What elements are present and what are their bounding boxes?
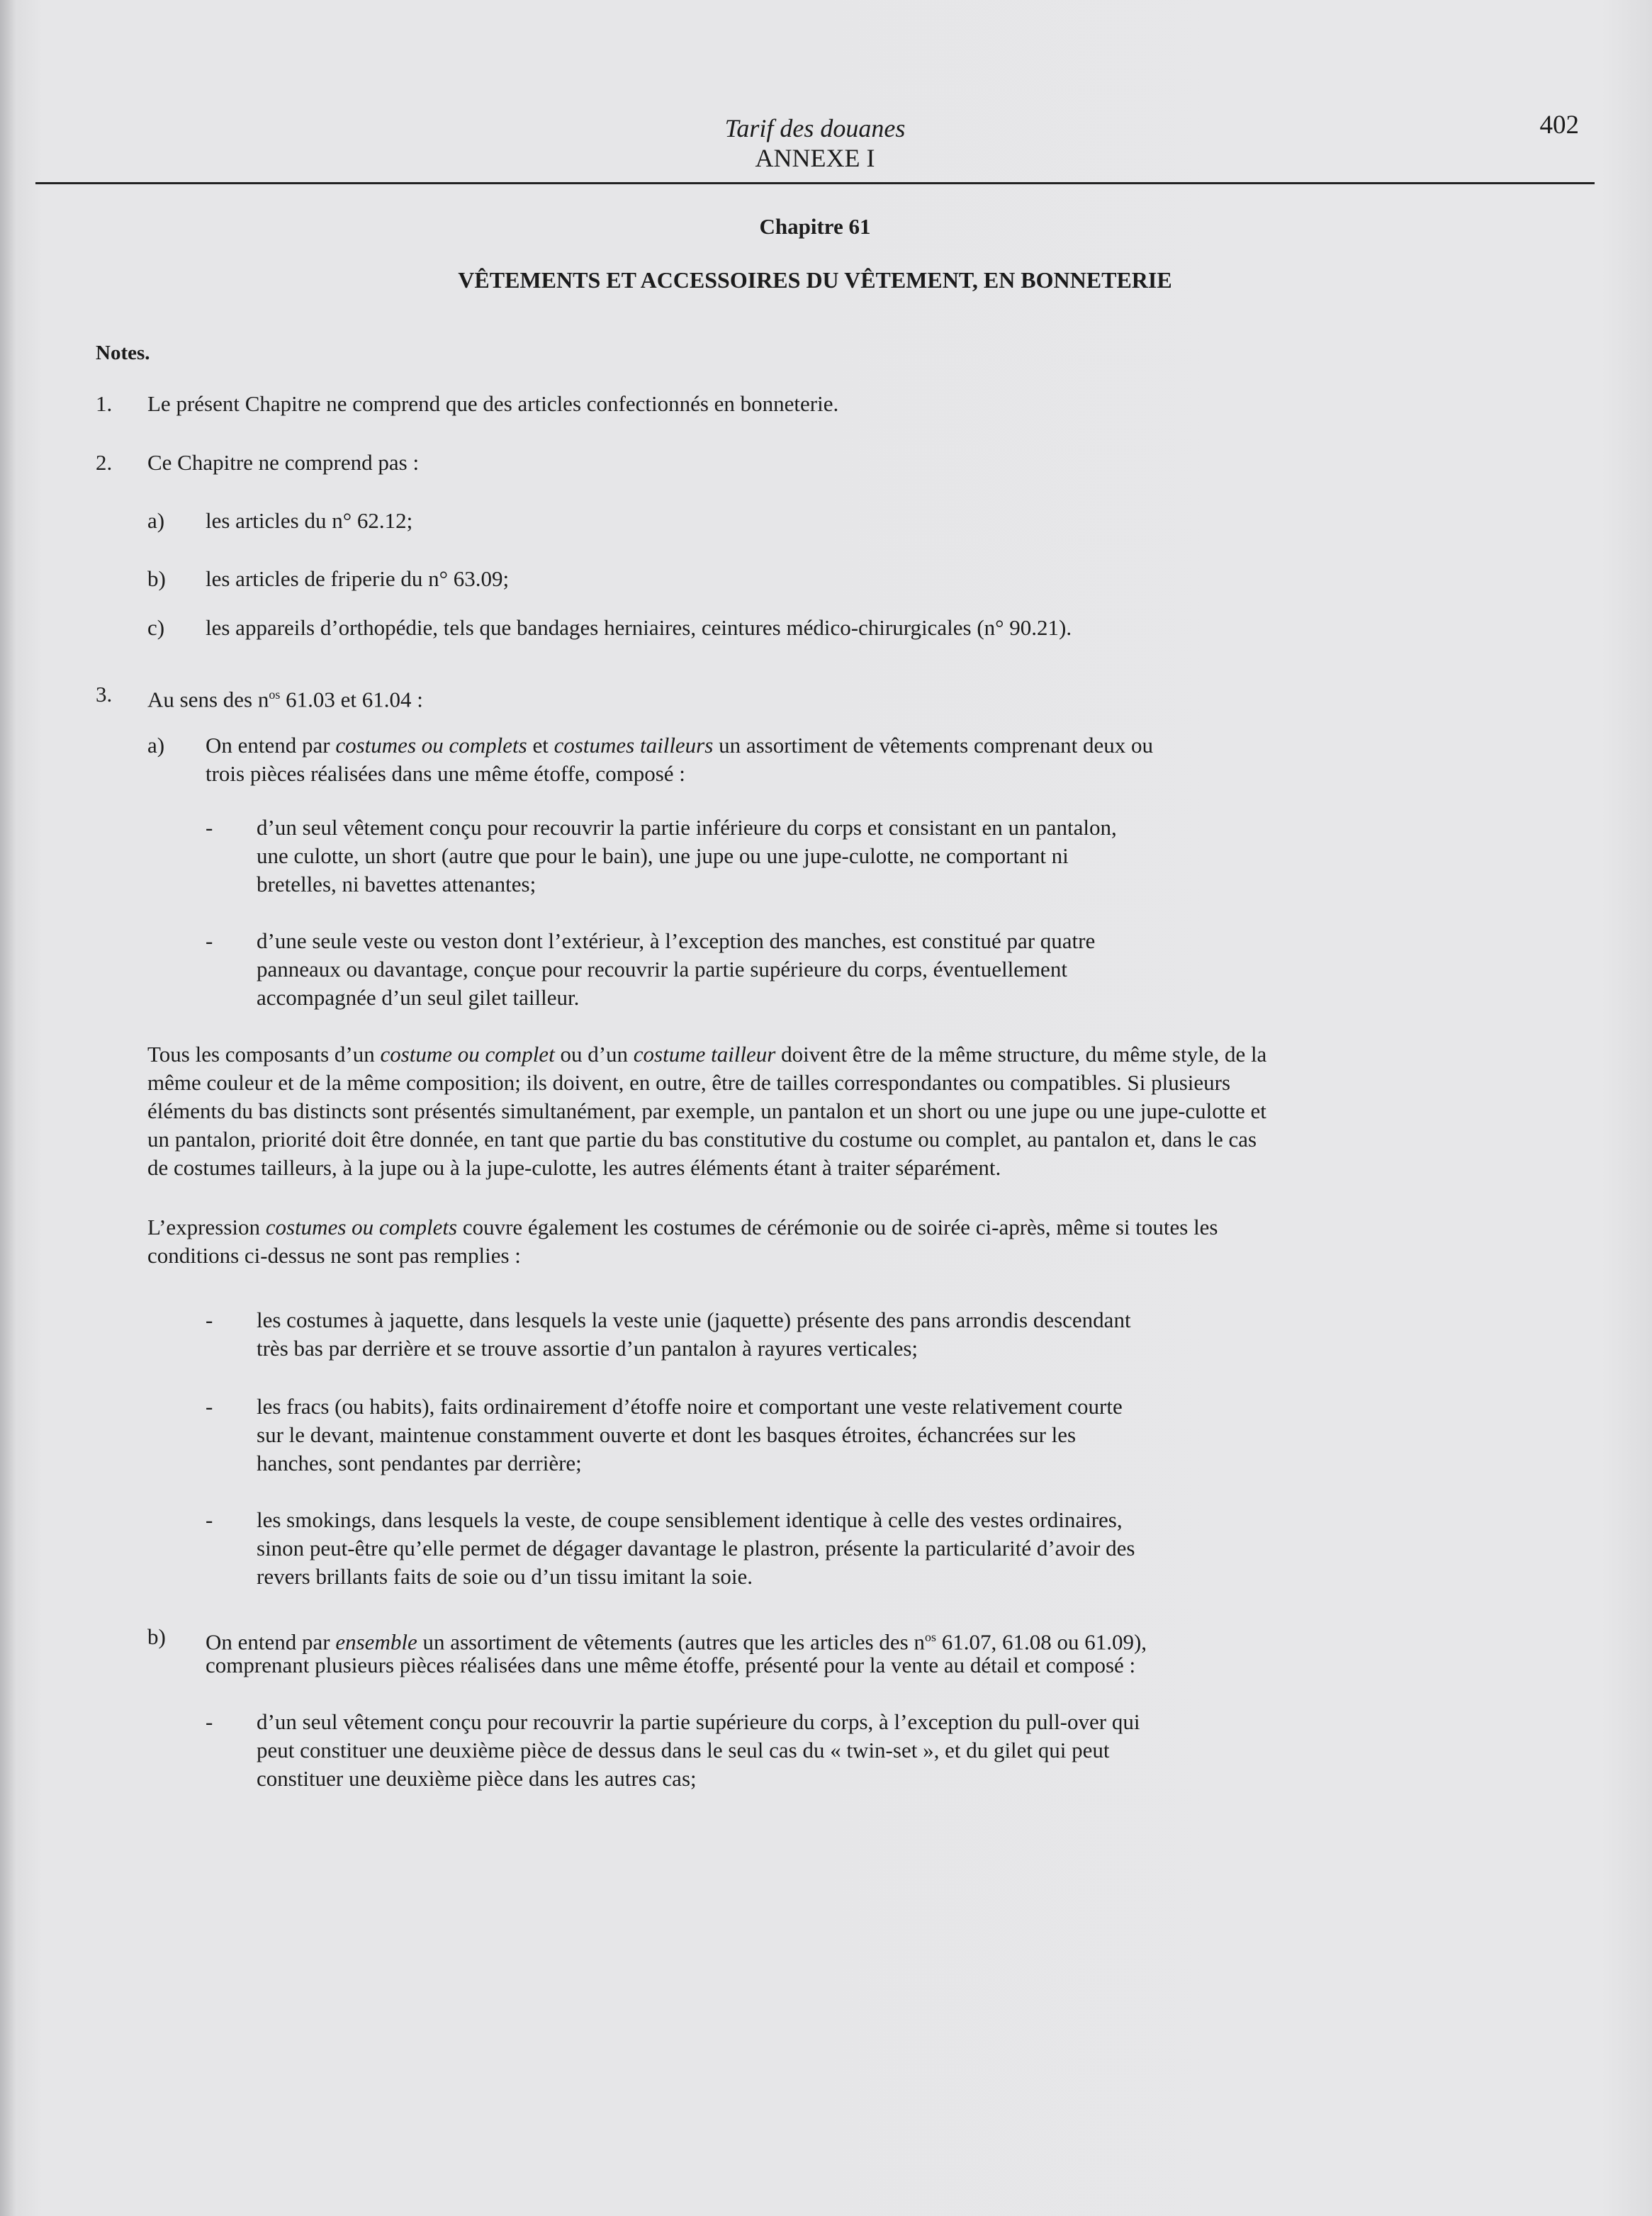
- notes-heading: Notes.: [96, 342, 150, 364]
- page-edge-shadow: [0, 0, 16, 2216]
- list-item-text: d’une seule veste ou veston dont l’extérieur, à l’exception des manches, est constitué par quatre: [257, 928, 1096, 953]
- note-text: Le présent Chapitre ne comprend que des articles confectionnés en bonneterie.: [147, 391, 839, 416]
- item-text: les articles de friperie du n° 63.09;: [206, 566, 510, 591]
- list-item-text: d’un seul vêtement conçu pour recouvrir la partie supérieure du corps, à l’exception du pull-over qui: [257, 1709, 1140, 1734]
- note-number: 3.: [96, 682, 113, 707]
- paragraph-line: de costumes tailleurs, à la jupe ou à la jupe-culotte, les autres éléments étant à traiter séparément.: [147, 1155, 1001, 1180]
- item-text: trois pièces réalisées dans une même étoffe, composé :: [206, 761, 685, 786]
- header-subtitle: ANNEXE I: [755, 144, 875, 172]
- header-title: Tarif des douanes: [724, 114, 906, 142]
- list-item-text: sur le devant, maintenue constamment ouverte et dont les basques étroites, échancrées sur les: [257, 1422, 1077, 1447]
- note-number: 1.: [96, 391, 113, 416]
- list-item-text: hanches, sont pendantes par derrière;: [257, 1451, 582, 1475]
- paragraph-line: L’expression costumes ou complets couvre également les costumes de cérémonie ou de soirée ci-après, même si toutes les: [147, 1215, 1218, 1239]
- note-text: Ce Chapitre ne comprend pas :: [147, 450, 420, 475]
- item-text: les articles du n° 62.12;: [206, 508, 413, 533]
- running-header: [0, 113, 1630, 173]
- dash-bullet: -: [206, 928, 213, 953]
- list-item-text: d’un seul vêtement conçu pour recouvrir la partie inférieure du corps et consistant en un pantalon,: [257, 815, 1117, 840]
- page-number: 402: [1539, 111, 1579, 140]
- list-item-text: une culotte, un short (autre que pour le bain), une jupe ou une jupe-culotte, ne comportant ni: [257, 843, 1069, 868]
- dash-bullet: -: [206, 1709, 213, 1734]
- item-label: a): [147, 733, 165, 758]
- dash-bullet: -: [206, 815, 213, 840]
- paragraph-line: un pantalon, priorité doit être donnée, en tant que partie du bas constitutive du costume ou complet, au pantalon et, dans le cas: [147, 1127, 1257, 1152]
- dash-bullet: -: [206, 1307, 213, 1332]
- dash-bullet: -: [206, 1507, 213, 1532]
- item-label: c): [147, 615, 165, 640]
- paragraph-line: même couleur et de la même composition; ils doivent, en outre, être de tailles correspondantes ou compatibles. Si plusieurs: [147, 1070, 1231, 1095]
- chapter-label: Chapitre 61: [759, 214, 871, 239]
- item-label: b): [147, 1624, 166, 1649]
- list-item-text: revers brillants faits de soie ou d’un tissu imitant la soie.: [257, 1564, 753, 1589]
- paragraph-line: Tous les composants d’un costume ou complet ou d’un costume tailleur doivent être de la même structure, du même style, de la: [147, 1042, 1267, 1067]
- dash-bullet: -: [206, 1394, 213, 1419]
- note-text: Au sens des $n^{os}$ 61.03 et 61.04 :: [147, 687, 423, 712]
- note-number: 2.: [96, 450, 113, 475]
- item-text: comprenant plusieurs pièces réalisées dans une même étoffe, présenté pour la vente au détail et composé :: [206, 1653, 1136, 1677]
- list-item-text: panneaux ou davantage, conçue pour recouvrir la partie supérieure du corps, éventuellement: [257, 957, 1067, 982]
- list-item-text: les smokings, dans lesquels la veste, de coupe sensiblement identique à celle des vestes ordinaires,: [257, 1507, 1123, 1532]
- list-item-text: les costumes à jaquette, dans lesquels la veste unie (jaquette) présente des pans arrondis descendant: [257, 1307, 1131, 1332]
- list-item-text: peut constituer une deuxième pièce de dessus dans le seul cas du « twin-set », et du gilet qui peut: [257, 1738, 1110, 1762]
- chapter-title: VÊTEMENTS ET ACCESSOIRES DU VÊTEMENT, EN BONNETERIE: [458, 267, 1172, 293]
- list-item-text: sinon peut-être qu’elle permet de dégager davantage le plastron, présente la particularité d’avoir des: [257, 1536, 1135, 1560]
- paragraph-line: conditions ci-dessus ne sont pas remplies :: [147, 1243, 521, 1268]
- item-text: les appareils d’orthopédie, tels que bandages herniaires, ceintures médico-chirurgicales (n° 90.21).: [206, 615, 1072, 640]
- list-item-text: bretelles, ni bavettes attenantes;: [257, 872, 536, 896]
- item-label: b): [147, 566, 166, 591]
- list-item-text: très bas par derrière et se trouve assortie d’un pantalon à rayures verticales;: [257, 1336, 918, 1361]
- item-text: On entend par costumes ou complets et costumes tailleurs un assortiment de vêtements comprenant deux ou: [206, 733, 1154, 758]
- paragraph-line: éléments du bas distincts sont présentés simultanément, par exemple, un pantalon et un short ou une jupe ou une jupe-culotte et: [147, 1098, 1266, 1123]
- item-label: a): [147, 508, 165, 533]
- list-item-text: les fracs (ou habits), faits ordinairement d’étoffe noire et comportant une veste relativement courte: [257, 1394, 1123, 1419]
- header-rule: [35, 182, 1595, 184]
- item-text: On entend par ensemble un assortiment de vêtements (autres que les articles des $n^{os}$ 61.07, 61.08 ou 61.09),: [206, 1629, 1147, 1655]
- list-item-text: accompagnée d’un seul gilet tailleur.: [257, 985, 580, 1010]
- list-item-text: constituer une deuxième pièce dans les autres cas;: [257, 1766, 697, 1791]
